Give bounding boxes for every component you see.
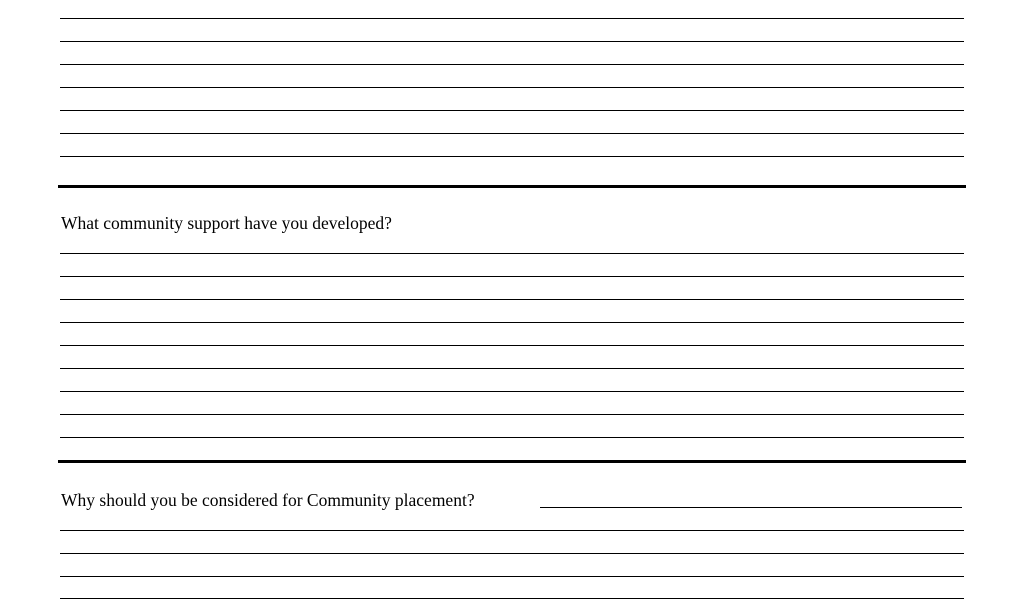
answer-line[interactable] (60, 64, 964, 65)
answer-line[interactable] (60, 133, 964, 134)
section-divider (58, 185, 966, 188)
question-community-support: What community support have you developed? (61, 213, 392, 233)
answer-line-inline[interactable] (540, 507, 962, 508)
answer-line[interactable] (60, 391, 964, 392)
answer-line[interactable] (60, 553, 964, 554)
answer-line[interactable] (60, 368, 964, 369)
answer-line[interactable] (60, 18, 964, 19)
answer-line[interactable] (60, 530, 964, 531)
answer-line[interactable] (60, 598, 964, 599)
answer-line[interactable] (60, 276, 964, 277)
question-community-placement: Why should you be considered for Community placement? (61, 490, 475, 510)
answer-line[interactable] (60, 253, 964, 254)
answer-line[interactable] (60, 41, 964, 42)
answer-line[interactable] (60, 576, 964, 577)
answer-line[interactable] (60, 437, 964, 438)
answer-line[interactable] (60, 87, 964, 88)
answer-line[interactable] (60, 110, 964, 111)
answer-line[interactable] (60, 345, 964, 346)
answer-line[interactable] (60, 414, 964, 415)
section-divider (58, 460, 966, 463)
answer-line[interactable] (60, 156, 964, 157)
answer-line[interactable] (60, 299, 964, 300)
answer-line[interactable] (60, 322, 964, 323)
